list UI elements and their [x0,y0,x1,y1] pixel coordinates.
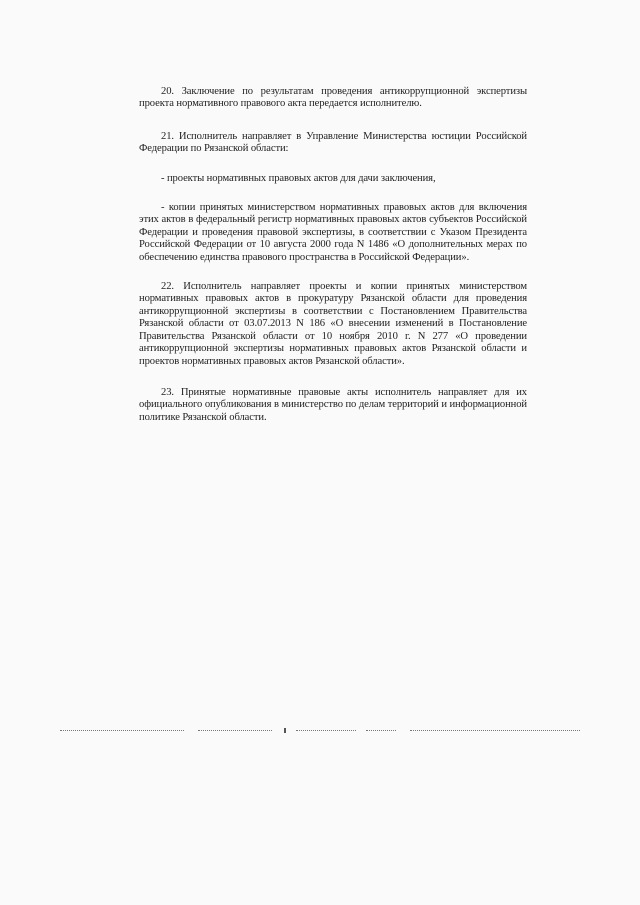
scan-dash [410,730,580,732]
scan-dash [366,730,396,732]
paragraph-22: 22. Исполнитель направляет проекты и копии принятых министерством нормативных правовых актов в прокуратуру Рязанской области для проведения антикоррупционной экспертизы в соответствии с Постановлением Правительства Рязанской области от 03.07.2013 N 186 «О внесении изменений в Постановление Правительства Рязанской области от 10 ноября 2010 г. N 277 «О проведении антикоррупционной экспертизы нормативных правовых актов Рязанской области и проектов нормативных правовых актов Рязанской области». [139,281,527,367]
document-body [139,86,527,424]
scan-mark [284,728,286,733]
scan-artifact-line [60,728,580,734]
scan-dash [296,730,356,732]
paragraph-21-item-1: - проекты нормативных правовых актов для дачи заключения, [161,172,436,184]
paragraph-21: 21. Исполнитель направляет в Управление Министерства юстиции Российской Федерации по Рязанской области: [139,130,527,155]
scan-dash [198,730,272,732]
paragraph-21-item-2: - копии принятых министерством нормативных правовых актов для включения этих актов в федеральный регистр нормативных правовых актов субъектов Российской Федерации и проведения правовой экспертизы, в соответствии с Указом Президента Российской Федерации от 10 августа 2000 года N 1486 «О дополнительных мерах по обеспечению единства правового пространства в Российской Федерации». [139,202,527,263]
paragraph-23: 23. Принятые нормативные правовые акты исполнитель направляет для их официального опубликования в министерство по делам территорий и информационной политике Рязанской области. [139,386,527,423]
scan-dash [60,730,184,732]
paragraph-20: 20. Заключение по результатам проведения антикоррупционной экспертизы проекта нормативного правового акта передается исполнителю. [139,86,527,110]
